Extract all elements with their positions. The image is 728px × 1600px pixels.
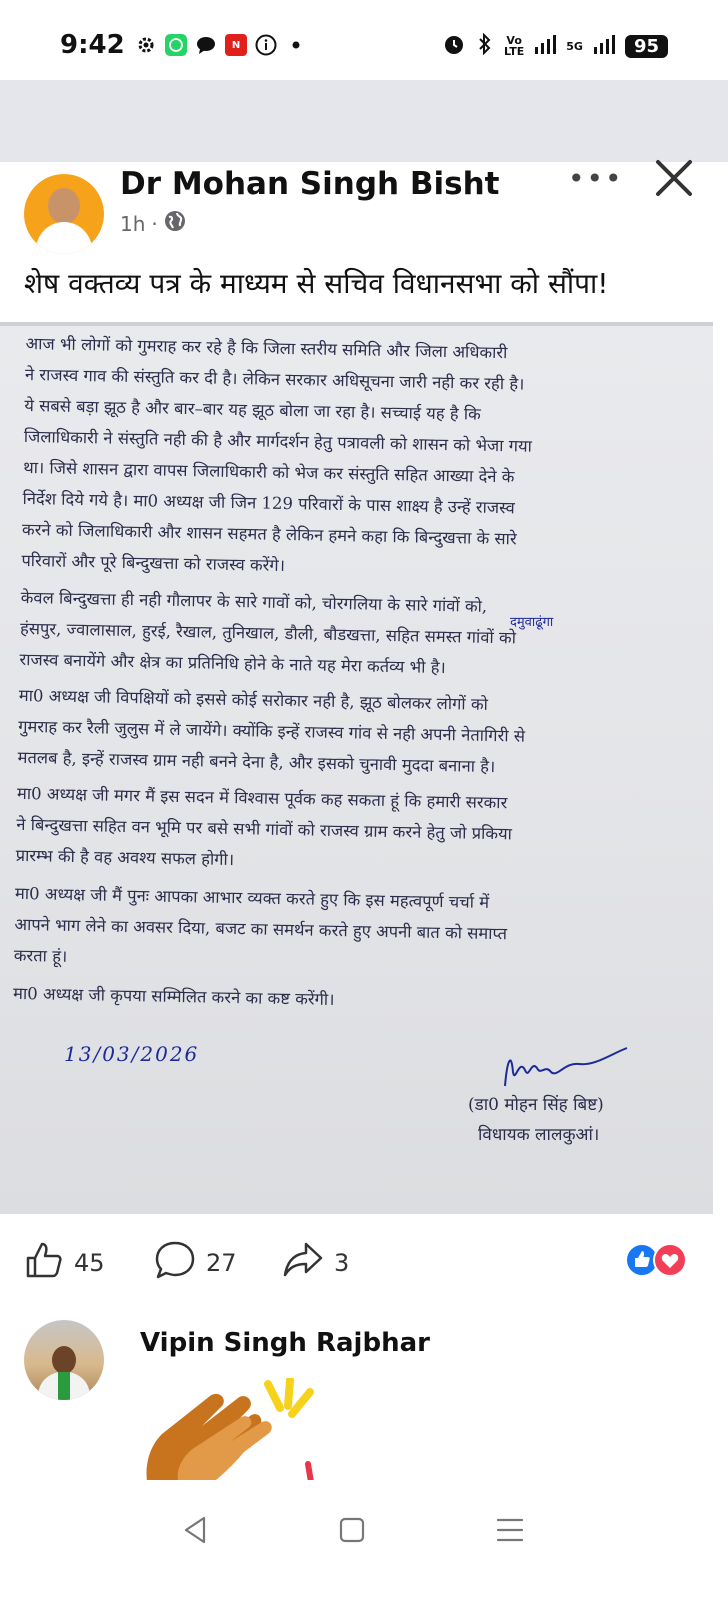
home-icon[interactable] <box>332 1510 372 1550</box>
doc-line: निर्देश दिये गये है। मा0 अध्यक्ष जी जिन 129 परिवारों के पास शाक्ष्य है उन्हें राजस्व <box>22 488 515 518</box>
commenter-avatar[interactable] <box>24 1320 104 1400</box>
signatory-title: विधायक लालकुआं। <box>478 1125 600 1145</box>
doc-line: था। जिसे शासन द्वारा वापस जिलाधिकारी को भेज कर संस्तुति सहित आख्या देने के <box>23 457 515 487</box>
signal-strength-icon <box>534 33 556 59</box>
five-g-label: 5G <box>566 39 583 53</box>
volte-bottom-label: LTE <box>504 45 525 58</box>
battery-level: 95 <box>625 35 668 58</box>
doc-line: करने को जिलाधिकारी और शासन सहमत है लेकिन हमने कहा कि बिन्दुखत्ता के सारे <box>21 519 517 549</box>
doc-line: मा0 अध्यक्ष जी मैं पुनः आपका आभार व्यक्त करते हुए कि इस महत्वपूर्ण चर्चा में <box>14 883 490 912</box>
bluetooth-icon <box>476 33 494 59</box>
comment-count: 27 <box>206 1249 237 1277</box>
doc-line: राजस्व बनायेंगे और क्षेत्र का प्रतिनिधि होने के नाते यह मेरा कर्तव्य भी है। <box>19 649 446 678</box>
status-time: 9:42 <box>60 30 125 60</box>
system-navigation-bar <box>0 1480 728 1600</box>
back-icon[interactable] <box>176 1510 216 1550</box>
doc-line: ने बिन्दुखत्ता सहित वन भूमि पर बसे सभी गांवों को राजस्व ग्राम करने हेतु जो प्रकिया <box>16 814 513 844</box>
share-arrow-icon <box>282 1240 324 1286</box>
volte-top-label: Vo <box>506 34 522 47</box>
post-author-name[interactable]: Dr Mohan Singh Bisht <box>120 166 500 202</box>
post-actions-bar <box>0 1226 728 1296</box>
post-photo-document[interactable] <box>0 322 713 1214</box>
commenter-name[interactable]: Vipin Singh Rajbhar <box>140 1328 430 1358</box>
more-notifications-dot-icon <box>285 34 307 56</box>
globe-icon <box>164 210 186 237</box>
doc-line: मतलब है, इन्हें राजस्व ग्राम नही बनने देना है, और इसको चुनावी मुददा बनाना है। <box>17 747 496 777</box>
whatsapp-icon <box>165 34 187 56</box>
author-avatar[interactable] <box>24 174 104 254</box>
close-icon[interactable] <box>652 156 696 200</box>
more-options-icon[interactable]: ••• <box>568 162 624 195</box>
share-button[interactable] <box>282 1240 349 1286</box>
like-count: 45 <box>74 1249 105 1277</box>
reactions-summary[interactable] <box>624 1242 694 1278</box>
post-time[interactable]: 1h <box>120 211 146 236</box>
comment-button[interactable] <box>154 1240 237 1286</box>
news-app-icon: N <box>225 34 247 56</box>
doc-line: ने राजस्व गाव की संस्तुति कर दी है। लेकिन सरकार अधिसूचना जारी नही कर रही है। <box>24 364 525 394</box>
comment-item <box>0 1310 728 1490</box>
doc-line: करता हूं। <box>13 945 68 966</box>
alarm-clock-icon <box>442 32 466 60</box>
doc-line: आज भी लोगों को गुमराह कर रहे है कि जिला स्तरीय समिति और जिला अधिकारी <box>25 333 508 363</box>
clapping-hands-icon <box>140 1378 330 1488</box>
recents-menu-icon[interactable] <box>490 1510 530 1550</box>
doc-line: परिवारों और पूरे बिन्दुखत्ता को राजस्व करेंगे। <box>21 550 286 576</box>
handwritten-date: 13/03/2026 <box>64 1042 200 1066</box>
doc-line: मा0 अध्यक्ष जी कृपया सम्मिलित करने का कष्ट करेंगी। <box>12 983 335 1010</box>
top-gray-band <box>0 80 728 162</box>
doc-line: मा0 अध्यक्ष जी विपक्षियों को इससे कोई सरोकार नही है, झूठ बोलकर लोगों को <box>18 685 489 714</box>
share-count: 3 <box>334 1249 350 1277</box>
doc-line: जिलाधिकारी ने संस्तुति नही की है और मार्गदर्शन हेतु पत्रावली को शासन को भेजा गया <box>23 426 533 456</box>
notification-icons <box>135 34 307 56</box>
doc-line: आपने भाग लेने का अवसर दिया, बजट का समर्थन करते हुए अपनी बात को समाप्त <box>14 914 508 944</box>
doc-line: केवल बिन्दुखत्ता ही नही गौलापर के सारे गावों को, चोरगलिया के सारे गांवों को, <box>20 587 488 616</box>
thumbs-up-icon <box>24 1240 64 1286</box>
status-bar <box>0 0 728 80</box>
doc-line: हंसपुर, ज्वालासाल, हुरई, रैखाल, तुनिखाल, डौली, बौडखत्ता, सहित समस्त गांवों को <box>19 618 517 648</box>
info-icon <box>255 34 277 56</box>
comment-bubble-icon <box>154 1240 196 1286</box>
signatory-name: (डा0 मोहन सिंह बिष्ट) <box>468 1095 604 1115</box>
doc-line: ये सबसे बड़ा झूठ है और बार–बार यह झूठ बोला जा रहा है। सच्चाई यह है कि <box>24 395 481 424</box>
chat-bubble-icon <box>195 34 217 56</box>
doc-line: प्रारम्भ की है वह अवश्य सफल होगी। <box>15 845 235 870</box>
post-caption: शेष वक्तव्य पत्र के माध्यम से सचिव विधानसभा को सौंपा! <box>24 267 609 300</box>
like-button[interactable] <box>24 1240 105 1286</box>
signal-strength-5g-icon <box>593 33 615 59</box>
doc-line: गुमराह कर रैली जुलुस में ले जायेंगे। क्योंकि इन्हें राजस्व गांव से नही अपनी नेतागिरी से <box>18 716 526 746</box>
post-header <box>0 162 728 258</box>
handwritten-insert-note: दमुवाढूंगा <box>510 615 554 630</box>
doc-line: मा0 अध्यक्ष जी मगर मैं इस सदन में विश्वास पूर्वक कह सकता हूं कि हमारी सरकार <box>16 783 508 813</box>
status-right-icons <box>442 32 668 60</box>
meta-separator: · <box>151 211 158 236</box>
signature-icon <box>495 1042 635 1092</box>
volte-indicator <box>504 35 524 57</box>
settings-gear-icon <box>135 34 157 56</box>
post-meta <box>120 210 186 237</box>
